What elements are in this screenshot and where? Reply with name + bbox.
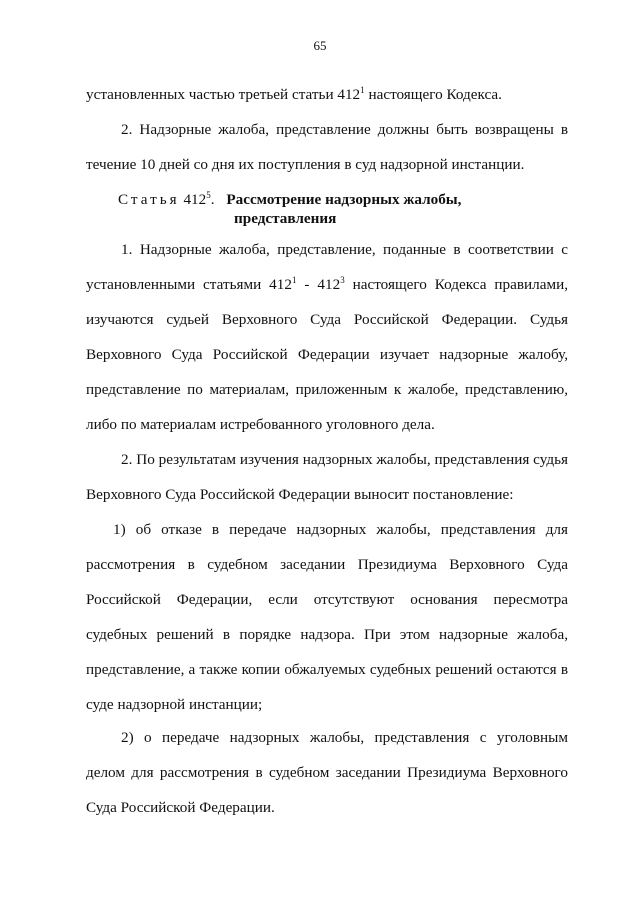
text-line: 2. По результатам изучения надзорных жалобы, представления судья xyxy=(121,451,568,468)
text-line: Верховного Суда Российской Федерации выносит постановление: xyxy=(86,486,514,503)
article-heading: Статья $412^5$. Рассмотрение надзорных жалобы, xyxy=(118,189,462,208)
article-heading-line2: представления xyxy=(234,210,337,227)
text-line: установленных частью третьей статьи $412^1$ настоящего Кодекса. xyxy=(86,84,502,103)
text-line: рассмотрения в судебном заседании Президиума Верховного Суда xyxy=(86,556,568,573)
text-line: либо по материалам истребованного уголовного дела. xyxy=(86,416,435,433)
text-line: 2) о передаче надзорных жалобы, представления с уголовным xyxy=(121,729,568,746)
text-line: суде надзорной инстанции; xyxy=(86,696,263,713)
text-line: 1) об отказе в передаче надзорных жалобы, представления для xyxy=(113,521,568,538)
page-number: 65 xyxy=(313,38,327,53)
text-line: судебных решений в порядке надзора. При этом надзорные жалоба, xyxy=(86,626,568,643)
text-line: течение 10 дней со дня их поступления в суд надзорной инстанции. xyxy=(86,156,525,173)
text-line: Суда Российской Федерации. xyxy=(86,799,275,816)
text-line: представление, а также копии обжалуемых судебных решений остаются в xyxy=(86,661,568,678)
text-line: делом для рассмотрения в судебном заседании Президиума Верховного xyxy=(86,764,568,781)
text-line: 1. Надзорные жалоба, представление, поданные в соответствии с xyxy=(121,241,568,258)
text-line: установленными статьями $412^1 - 412^3$ настоящего Кодекса правилами, xyxy=(86,274,568,293)
text-line: 2. Надзорные жалоба, представление должны быть возвращены в xyxy=(121,121,568,138)
text-line: представление по материалам, приложенным к жалобе, представлению, xyxy=(86,381,568,398)
text-line: Российской Федерации, если отсутствуют основания пересмотра xyxy=(86,591,568,608)
text-line: изучаются судьей Верховного Суда Российской Федерации. Судья xyxy=(86,311,568,328)
text-line: Верховного Суда Российской Федерации изучает надзорные жалобу, xyxy=(86,346,568,363)
